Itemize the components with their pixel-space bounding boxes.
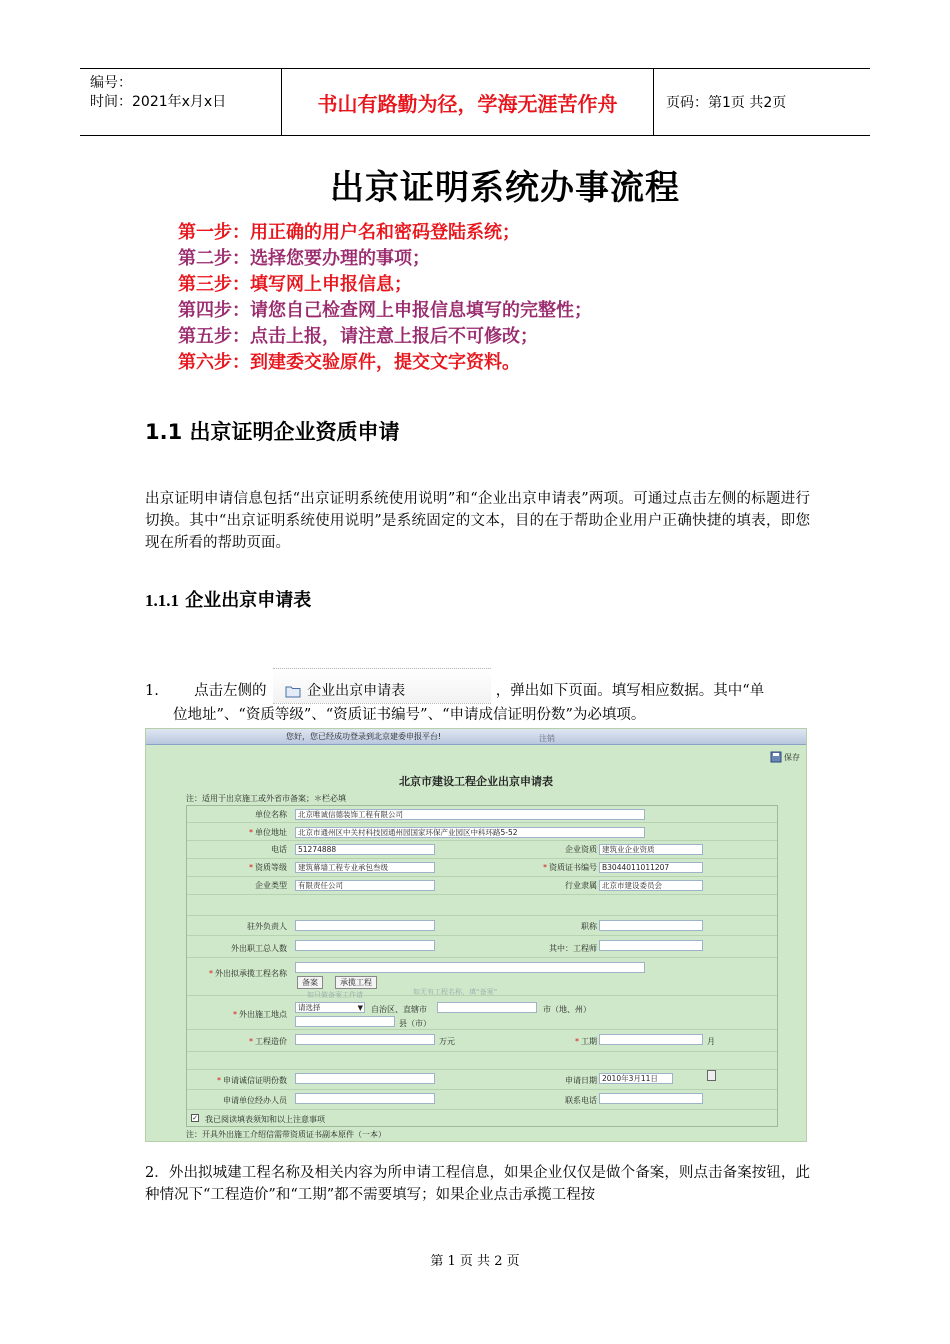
step2-paragraph: 2．外出拟城建工程名称及相关内容为所申请工程信息，如果企业仅仅是做个备案，则点击备案按钮，此种情况下“工程造价”和“工期”都不需要填写；如果企业点击承揽工程按 [145,1165,810,1203]
grade-field[interactable]: 建筑幕墙工程专业承包叁级 [295,862,435,873]
contact-field[interactable] [599,1093,703,1104]
form-row [187,1052,777,1070]
step-item: 第五步：点击上报，请注意上报后不可修改； [178,326,538,347]
staff-label: 外出职工总人数 [231,944,287,953]
form-row [187,895,777,916]
form-title: 北京市建设工程企业出京申请表 [399,775,553,788]
industry-label: 行业隶属 [565,881,597,890]
save-label: 保存 [784,752,800,762]
steps-list [178,220,592,376]
site-label: * 外出施工地点 [207,1009,287,1020]
step1-paragraph [145,668,810,726]
province-text: 自治区、直辖市 [371,1005,427,1014]
cost-label: * 工程造价 [217,1036,287,1047]
engineer-label: 其中：工程师 [549,944,597,953]
copies-field[interactable] [295,1073,435,1084]
province-field[interactable] [437,1002,537,1013]
screenshot-topbar [146,729,806,745]
date-line: 时间：2021年x月x日 [90,94,227,110]
save-icon [770,751,782,763]
step1-line2: 位地址”、“资质等级”、“资质证书编号”、“申请成信证明份数”为必填项。 [173,707,646,723]
handler-label: 申请单位经办人员 [223,1096,287,1105]
tree-node-label: 企业出京申请表 [307,683,406,699]
contract-hint: 如无有工程名称，填“备案” [413,988,498,996]
project-label: * 外出拟承揽工程名称 [207,968,287,979]
form-note-top: 注：适用于出京施工或外省市备案；＊栏必填 [186,794,346,803]
welcome-text: 您好，您已经成功登录到北京建委申报平台! [286,732,442,741]
contract-button[interactable]: 承揽工程 [335,976,377,989]
subsection-heading [145,586,311,612]
site-select-value: 请选择 [298,1003,321,1012]
unit-address-label: * 单位地址 [217,827,287,838]
engineer-field[interactable] [599,940,703,951]
record-hint: 如只做备案工作请 [307,991,363,999]
copies-label: * 申请诚信证明份数 [197,1075,287,1086]
title-field[interactable] [599,920,703,931]
screenshot-toolbar [146,745,806,769]
date-label: 申请日期 [565,1076,597,1085]
project-field[interactable] [295,962,645,973]
page-footer: 第 1 页 共 2 页 [430,1254,520,1269]
phone-field[interactable]: 51274888 [295,844,435,855]
intro-paragraph: 出京证明申请信息包括“出京证明系统使用说明”和“企业出京申请表”两项。可通过点击左侧的标题进行切换。其中“出京证明系统使用说明”是系统固定的文本，目的在于帮助企业用户正确快捷的填表，即您现在所看的帮助页面。 [145,491,810,551]
unit-address-field[interactable]: 北京市通州区中关村科技园通州园国家环保产业园区中科环路5-52 [295,827,645,838]
number-label: 编号： [90,75,132,91]
step1-number: 1. [145,683,159,699]
industry-field[interactable]: 北京市建设委员会 [599,880,703,891]
motto: 书山有路勤为径，学海无涯苦作舟 [282,69,654,135]
subsection-title: 企业出京申请表 [185,590,312,611]
step1-suffix: ，弹出如下页面。填写相应数据。其中“单 [495,683,765,699]
type-field[interactable]: 有限责任公司 [295,880,435,891]
step-item: 第一步：用正确的用户名和密码登陆系统； [178,222,520,243]
qual-label: 企业资质 [565,845,597,854]
qual-field[interactable]: 建筑业企业资质 [599,844,703,855]
phone-label: 电话 [271,845,287,854]
county-text: 县（市） [399,1019,431,1028]
page-title: 出京证明系统办事流程 [330,168,680,208]
rep-field[interactable] [295,920,435,931]
chevron-down-icon: ▼ [357,1004,363,1012]
step-item: 第三步：填写网上申报信息； [178,274,412,295]
title-label: 职称 [581,922,597,931]
contact-label: 联系电话 [565,1096,597,1105]
period-unit: 月 [707,1037,715,1046]
cost-field[interactable] [295,1034,435,1045]
city-text: 市（地、州） [543,1005,591,1014]
step-item: 第四步：请您自己检查网上申报信息填写的完整性； [178,300,592,321]
cost-unit: 万元 [439,1037,455,1046]
calendar-icon[interactable] [707,1070,716,1081]
grade-label: * 资质等级 [217,862,287,873]
step-item: 第二步：选择您要办理的事项； [178,248,430,269]
form-screenshot [145,728,807,1142]
period-label: * 工期 [547,1036,597,1047]
form-note-bottom: 注：开具外出施工介绍信需带资质证书副本原件（一本） [186,1130,386,1139]
cert-field[interactable]: B3044011011207 [599,862,703,873]
header-left-cell [80,69,282,135]
record-button[interactable]: 备案 [297,976,323,989]
agree-label: 我已阅读填表须知和以上注意事项 [205,1115,325,1124]
save-button[interactable] [770,751,800,763]
agree-checkbox[interactable]: ✓ [192,1114,198,1122]
logout-link[interactable]: 注销 [539,734,555,743]
rep-label: 驻外负责人 [247,922,287,931]
unit-name-label: 单位名称 [255,810,287,819]
document-header [80,68,870,136]
handler-field[interactable] [295,1093,435,1104]
city-field[interactable] [295,1016,395,1027]
site-select[interactable] [295,1002,365,1013]
step-item: 第六步：到建委交验原件，提交文字资料。 [178,352,520,373]
page-info: 页码：第1页 共2页 [666,95,787,111]
subsection-number: 1.1.1 [145,591,179,610]
step1-prefix: 点击左侧的 [194,683,267,699]
date-field[interactable]: 2010年3月11日 [599,1073,673,1084]
staff-field[interactable] [295,940,435,951]
folder-icon [285,685,301,698]
form-table [186,805,778,1127]
tree-node-screenshot[interactable] [273,668,491,704]
cert-label: * 资质证书编号 [507,862,597,873]
period-field[interactable] [599,1034,703,1045]
unit-name-field[interactable]: 北京唯诚信德装饰工程有限公司 [295,809,645,820]
section-heading: 1.1 出京证明企业资质申请 [145,420,400,444]
type-label: 企业类型 [255,881,287,890]
